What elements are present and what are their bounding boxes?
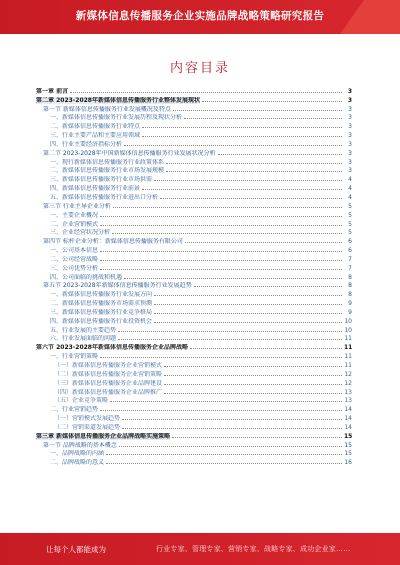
toc-entry-page: 4 bbox=[348, 176, 352, 184]
toc-entry-title: 三、企业经营状况分析 bbox=[50, 229, 111, 237]
toc-entry-title: （二）营销渠道发展趋势 bbox=[54, 423, 121, 431]
toc-entry-title: 五、新媒体信息传播服务行业进出口分析 bbox=[50, 193, 159, 201]
toc-leader-dots bbox=[164, 375, 342, 376]
toc-entry-title: （三）新媒体信息传播服务企业品牌建设 bbox=[54, 379, 163, 387]
toc-entry[interactable] bbox=[36, 396, 352, 405]
toc-leader-dots bbox=[124, 145, 342, 146]
toc-entry-page: 3 bbox=[348, 167, 352, 175]
toc-leader-dots bbox=[110, 401, 342, 402]
toc-entry-title: 二、新媒体信息传播服务行业特点 bbox=[50, 123, 141, 131]
toc-entry-title: 一、现行新媒体信息传播服务行业政策体系 bbox=[50, 158, 165, 166]
toc-entry-page: 14 bbox=[344, 406, 352, 414]
toc-entry-title: 六、行业发展面临的问题 bbox=[50, 335, 117, 343]
toc-entry-page: 3 bbox=[348, 105, 352, 113]
toc-leader-dots bbox=[142, 127, 342, 128]
toc-entry-title: 四、新媒体信息传播服务行业投资机会 bbox=[50, 317, 153, 325]
toc-entry-page: 5 bbox=[348, 202, 352, 210]
toc-entry-title: 第一节 品牌战略的基本概念 bbox=[43, 441, 117, 449]
toc-entry[interactable] bbox=[36, 113, 352, 122]
toc-entry[interactable] bbox=[36, 422, 352, 431]
toc-entry-page: 3 bbox=[348, 149, 352, 157]
toc-leader-dots bbox=[190, 348, 342, 349]
toc-leader-dots bbox=[100, 269, 342, 270]
toc-entry-title: 四、新媒体信息传播服务行业前景 bbox=[50, 185, 141, 193]
toc-entry-title: 二、新媒体信息传播服务市场需求预测 bbox=[50, 300, 153, 308]
toc-entry-title: 二、公司经营战略 bbox=[50, 255, 99, 263]
toc-entry[interactable] bbox=[36, 166, 352, 175]
toc-entry-title: 五、行业发展的主要趋势 bbox=[50, 326, 117, 334]
toc-entry-title: （一）营销模式发展趋势 bbox=[54, 415, 121, 423]
toc-entry-title: 四、行业主要经济指标分析 bbox=[50, 140, 123, 148]
toc-leader-dots bbox=[100, 260, 342, 261]
toc-entry-title: 一、行业营销策略 bbox=[50, 353, 99, 361]
toc-entry[interactable] bbox=[36, 254, 352, 263]
toc-entry-title: （四）新媒体信息传播服务企业品牌推广 bbox=[54, 388, 163, 396]
footer-band bbox=[0, 533, 400, 565]
toc-entry-page: 13 bbox=[344, 397, 352, 405]
toc-entry[interactable] bbox=[36, 236, 352, 245]
toc-leader-dots bbox=[184, 118, 342, 119]
toc-entry[interactable] bbox=[36, 245, 352, 254]
toc-entry[interactable] bbox=[36, 289, 352, 298]
toc-entry-page: 11 bbox=[344, 362, 352, 369]
toc-entry-page: 16 bbox=[344, 459, 352, 467]
toc-entry-page: 11 bbox=[344, 344, 353, 352]
toc-entry-title: 一、新媒体信息传播服务行业发展方向 bbox=[50, 291, 153, 299]
toc-leader-dots bbox=[172, 437, 342, 438]
table-of-contents bbox=[36, 86, 352, 466]
toc-entry-title: 第二章 2023-2028年新媒体信息传播服务行业整体发展现状 bbox=[36, 96, 200, 104]
footer-slogan-left: 让每个人都能成为 bbox=[46, 545, 106, 554]
toc-entry-title: 二、新媒体信息传播服务行业市场发展规模 bbox=[50, 167, 165, 175]
toc-entry-title: 一、主要企业概况 bbox=[50, 211, 99, 219]
toc-entry[interactable] bbox=[36, 210, 352, 219]
toc-leader-dots bbox=[164, 393, 342, 394]
toc-entry-title: 三、新媒体信息传播服务行业竞争格局 bbox=[50, 308, 153, 316]
toc-leader-dots bbox=[194, 286, 342, 287]
toc-entry[interactable] bbox=[36, 457, 352, 466]
toc-leader-dots bbox=[154, 295, 342, 296]
toc-leader-dots bbox=[185, 242, 342, 243]
toc-entry-page: 4 bbox=[348, 185, 352, 193]
toc-entry-page: 14 bbox=[344, 415, 352, 423]
toc-entry-title: 三、新媒体信息传播服务行业市场供需 bbox=[50, 176, 153, 184]
toc-entry-title: 第三节 行业主导企业分析 bbox=[43, 202, 111, 210]
toc-entry-page: 3 bbox=[348, 158, 352, 166]
toc-entry-page: 12 bbox=[344, 370, 352, 378]
toc-leader-dots bbox=[112, 233, 342, 234]
toc-entry-page: 5 bbox=[348, 220, 352, 228]
toc-entry[interactable] bbox=[36, 369, 352, 378]
toc-leader-dots bbox=[154, 304, 342, 305]
toc-entry-page: 6 bbox=[348, 247, 352, 255]
toc-entry[interactable] bbox=[36, 449, 352, 458]
toc-entry[interactable] bbox=[36, 404, 352, 413]
toc-leader-dots bbox=[100, 225, 342, 226]
toc-leader-dots bbox=[142, 189, 342, 190]
toc-entry[interactable] bbox=[36, 95, 352, 104]
toc-leader-dots bbox=[119, 446, 342, 447]
toc-entry[interactable] bbox=[36, 378, 352, 387]
toc-entry-page: 9 bbox=[348, 308, 352, 316]
toc-leader-dots bbox=[154, 313, 342, 314]
toc-entry[interactable] bbox=[36, 174, 352, 183]
toc-leader-dots bbox=[106, 463, 342, 464]
toc-entry-page: 3 bbox=[348, 114, 352, 122]
toc-entry[interactable] bbox=[36, 387, 352, 396]
toc-entry-page: 12 bbox=[344, 379, 352, 387]
toc-entry[interactable] bbox=[36, 334, 352, 343]
toc-entry-title: 第二节 2023-2028年中国新媒体信息传播服务行业发展状况分析 bbox=[43, 149, 216, 157]
toc-leader-dots bbox=[154, 180, 342, 181]
toc-leader-dots bbox=[118, 331, 342, 332]
toc-leader-dots bbox=[218, 154, 342, 155]
toc-entry[interactable] bbox=[36, 121, 352, 130]
toc-leader-dots bbox=[122, 428, 342, 429]
toc-entry-page: 14 bbox=[344, 423, 352, 431]
toc-entry-page: 15 bbox=[344, 432, 353, 440]
toc-entry[interactable] bbox=[36, 228, 352, 237]
toc-leader-dots bbox=[173, 110, 342, 111]
toc-leader-dots bbox=[100, 251, 342, 252]
toc-entry-page: 7 bbox=[348, 255, 352, 263]
toc-entry-page: 6 bbox=[348, 238, 352, 246]
toc-entry-page: 15 bbox=[344, 450, 352, 458]
toc-leader-dots bbox=[166, 163, 342, 164]
toc-leader-dots bbox=[118, 339, 342, 340]
toc-entry[interactable] bbox=[36, 192, 352, 201]
toc-entry-title: 三、公司优势分析 bbox=[50, 264, 99, 272]
toc-entry[interactable] bbox=[36, 440, 352, 449]
toc-entry-page: 3 bbox=[348, 123, 352, 131]
toc-entry-page: 7 bbox=[348, 264, 352, 272]
toc-entry-title: 一、新媒体信息传播服务行业发展历程及现状分析 bbox=[50, 114, 183, 122]
toc-leader-dots bbox=[124, 278, 342, 279]
toc-entry-title: 一、品牌战略的内涵 bbox=[50, 450, 105, 458]
toc-leader-dots bbox=[100, 357, 342, 358]
toc-entry-title: （一）新媒体信息传播服务企业营销模式 bbox=[54, 362, 163, 369]
toc-entry[interactable] bbox=[36, 148, 352, 157]
toc-entry[interactable] bbox=[36, 272, 352, 281]
toc-entry[interactable] bbox=[36, 157, 352, 166]
toc-entry-page: 8 bbox=[348, 291, 352, 299]
toc-leader-dots bbox=[164, 366, 342, 367]
toc-entry-page: 15 bbox=[344, 441, 352, 449]
toc-entry[interactable] bbox=[36, 201, 352, 210]
toc-entry[interactable] bbox=[36, 360, 352, 369]
toc-entry-title: 第六节 2023-2028年新媒体信息传播服务企业品牌战略 bbox=[36, 344, 188, 352]
toc-entry[interactable] bbox=[36, 413, 352, 422]
toc-entry-page: 5 bbox=[348, 211, 352, 219]
toc-entry-title: 第四节 标杆企业分析：新媒体信息传播服务有限公司 bbox=[43, 238, 183, 246]
toc-entry-page: 9 bbox=[348, 300, 352, 308]
toc-entry[interactable] bbox=[36, 281, 352, 290]
toc-entry-page: 5 bbox=[348, 229, 352, 237]
toc-leader-dots bbox=[142, 136, 342, 137]
toc-entry-page: 10 bbox=[344, 317, 352, 325]
header-band bbox=[0, 0, 400, 34]
toc-entry[interactable] bbox=[36, 307, 352, 316]
toc-entry-title: 二、企业营销模式 bbox=[50, 220, 99, 228]
toc-leader-dots bbox=[100, 410, 342, 411]
toc-leader-dots bbox=[160, 198, 342, 199]
toc-entry-title: （二）新媒体信息传播服务企业营销策略 bbox=[54, 370, 163, 378]
toc-leader-dots bbox=[113, 207, 342, 208]
toc-entry-title: 四、公司面临的挑战和机遇 bbox=[50, 273, 123, 281]
footer-slogan-right: 行业专家、管理专家、营销专家、战略专家、成功企业家…… bbox=[156, 545, 351, 553]
toc-entry-title: 第一节 新媒体信息传播服务行业发展概况及特点 bbox=[43, 105, 171, 113]
toc-entry-page: 3 bbox=[348, 140, 352, 148]
toc-entry[interactable] bbox=[36, 219, 352, 228]
toc-entry[interactable] bbox=[36, 431, 352, 440]
toc-leader-dots bbox=[154, 322, 342, 323]
toc-entry-page: 3 bbox=[347, 87, 352, 95]
toc-entry[interactable] bbox=[36, 139, 352, 148]
toc-entry-title: 第五节 2023-2028年新媒体信息传播服务行业发展趋势 bbox=[43, 282, 192, 290]
toc-entry[interactable] bbox=[36, 263, 352, 272]
toc-entry[interactable] bbox=[36, 351, 352, 360]
toc-entry-title: 第三章 新媒体信息传播服务企业品牌战略实施策略 bbox=[36, 432, 171, 440]
toc-leader-dots bbox=[166, 171, 342, 172]
toc-entry-title: 二、品牌战略的意义 bbox=[50, 459, 105, 467]
toc-leader-dots bbox=[122, 419, 342, 420]
toc-entry[interactable] bbox=[36, 183, 352, 192]
toc-leader-dots bbox=[100, 216, 342, 217]
toc-entry-page: 10 bbox=[344, 326, 352, 334]
toc-leader-dots bbox=[106, 454, 342, 455]
toc-entry[interactable] bbox=[36, 325, 352, 334]
toc-entry-page: 8 bbox=[348, 282, 352, 290]
toc-entry[interactable] bbox=[36, 130, 352, 139]
toc-heading: 内容目录 bbox=[169, 61, 230, 76]
toc-entry-page: 4 bbox=[348, 193, 352, 201]
report-title: 新媒体信息传播服务企业实施品牌战略策略研究报告 bbox=[75, 10, 325, 22]
toc-entry-title: （五）企业竞争策略 bbox=[54, 397, 109, 405]
toc-leader-dots bbox=[164, 384, 342, 385]
toc-entry-title: 二、行业营销趋势 bbox=[50, 406, 99, 414]
toc-entry-page: 8 bbox=[348, 273, 352, 281]
toc-entry[interactable] bbox=[36, 342, 352, 351]
toc-entry-page: 11 bbox=[344, 335, 352, 343]
toc-entry-page: 11 bbox=[344, 353, 352, 361]
toc-entry[interactable] bbox=[36, 86, 352, 95]
toc-leader-dots bbox=[70, 92, 342, 93]
toc-entry-title: 一、公司基本信息 bbox=[50, 247, 99, 255]
toc-leader-dots bbox=[202, 101, 342, 102]
toc-entry-page: 13 bbox=[344, 388, 352, 396]
toc-entry-title: 第一章 前言 bbox=[36, 87, 69, 95]
toc-entry[interactable] bbox=[36, 104, 352, 113]
toc-entry[interactable] bbox=[36, 298, 352, 307]
toc-entry-page: 3 bbox=[348, 132, 352, 140]
toc-entry-page: 3 bbox=[347, 96, 352, 104]
toc-entry[interactable] bbox=[36, 316, 352, 325]
toc-entry-title: 三、行业主要产品和主要应用领域 bbox=[50, 132, 141, 140]
